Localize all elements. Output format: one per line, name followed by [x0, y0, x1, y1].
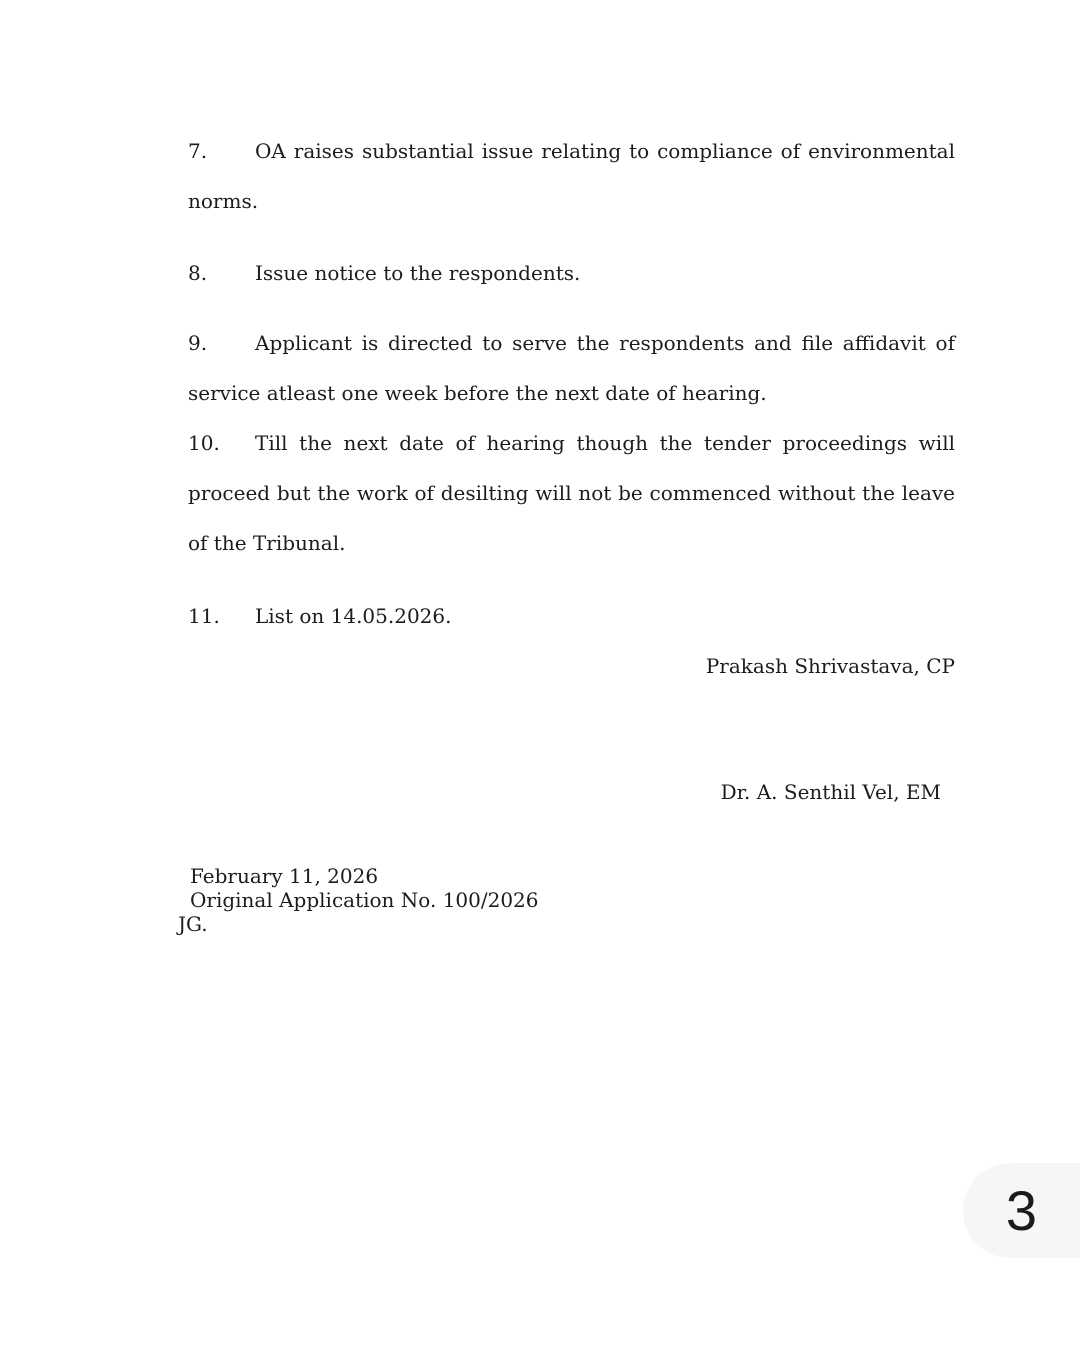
paragraph-number: 9. [188, 331, 208, 355]
paragraph-text: Issue notice to the respondents. [255, 261, 581, 285]
order-footer [178, 864, 955, 936]
order-paragraph-8 [188, 248, 955, 298]
order-paragraph-7 [188, 126, 955, 226]
paragraph-text: OA raises substantial issue relating to compliance of environmental norms. [188, 139, 955, 213]
order-paragraph-9 [188, 318, 955, 418]
case-number: Original Application No. 100/2026 [190, 888, 539, 912]
paragraph-number: 11. [188, 604, 220, 628]
order-paragraph-11 [188, 591, 955, 641]
page-number-badge [963, 1163, 1080, 1258]
signature-chairperson: Prakash Shrivastava, CP [705, 654, 955, 678]
paragraph-text: Applicant is directed to serve the respondents and file affidavit of service atleast one week before the next date of hearing. [188, 331, 955, 405]
order-date: February 11, 2026 [190, 864, 379, 888]
page-number: 3 [1005, 1179, 1038, 1242]
order-paragraph-10 [188, 418, 955, 568]
paragraph-number: 7. [188, 139, 208, 163]
signature-expert-member: Dr. A. Senthil Vel, EM [720, 780, 941, 804]
paragraph-text: List on 14.05.2026. [255, 604, 452, 628]
paragraph-number: 10. [188, 431, 220, 455]
paragraph-number: 8. [188, 261, 208, 285]
paragraph-text: Till the next date of hearing though the tender proceedings will proceed but the work of desilting will not be commenced without the leave of the Tribunal. [188, 431, 955, 555]
stenographer-initials: JG. [178, 912, 208, 936]
